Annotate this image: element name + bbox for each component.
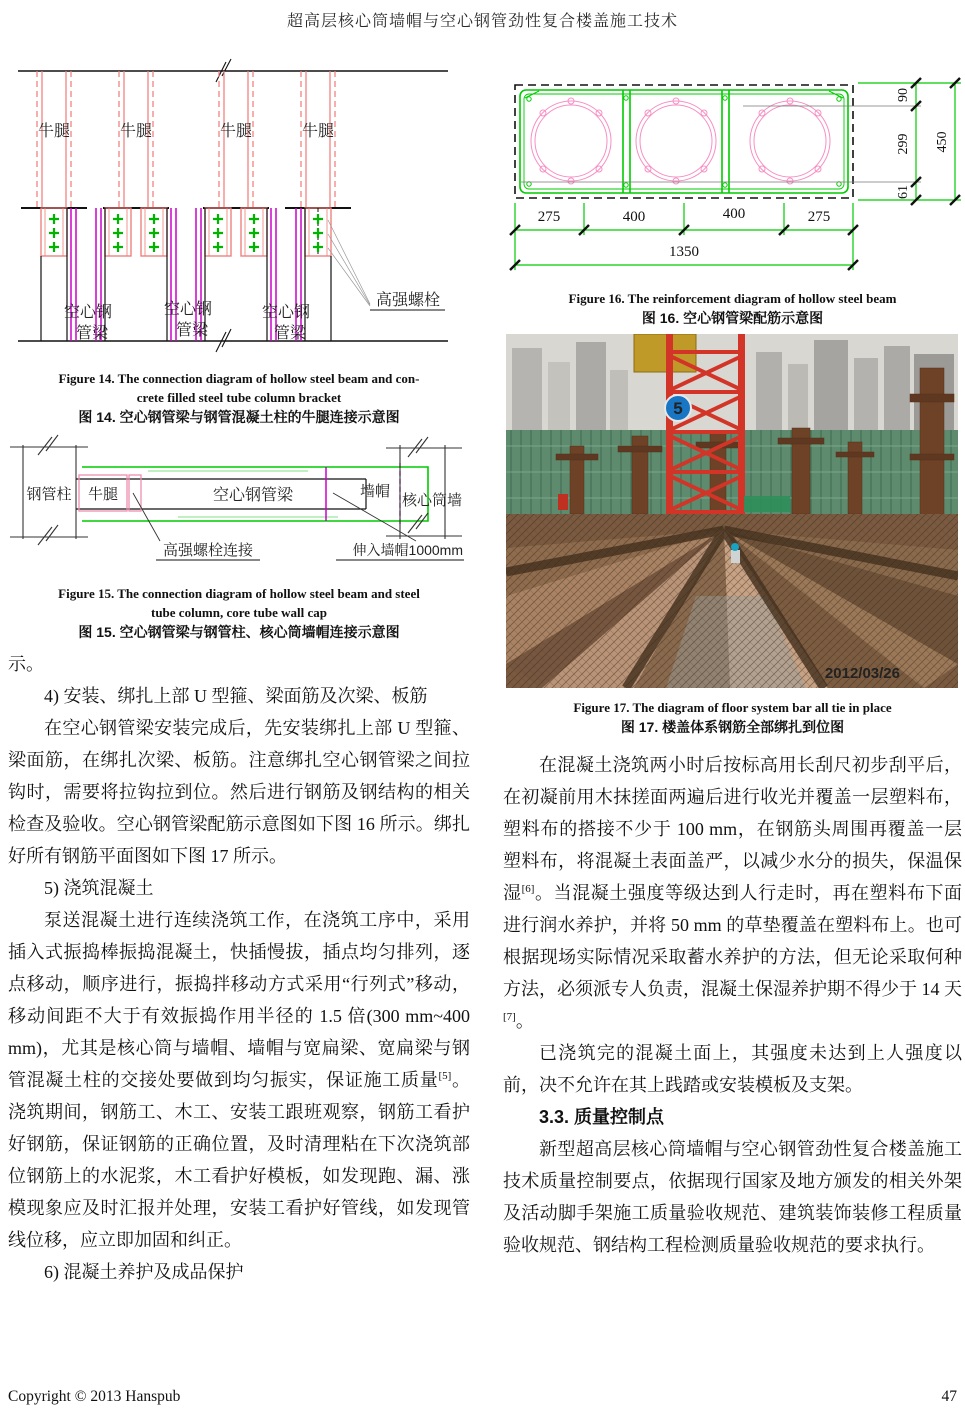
fig14-bracket-label-2: 牛腿	[119, 123, 153, 140]
fig14-pointer-lines	[328, 220, 370, 306]
photo-worker	[731, 543, 740, 563]
paragraph-protection: 已浇筑完的混凝土面上，其强度未达到上人强度以前，决不允许在其上践踏或安装模板及支架。	[503, 1043, 962, 1095]
footnote-ref-7: [7]	[503, 1011, 516, 1023]
figure15-caption-en2: tube column, core tube wall cap	[151, 605, 327, 620]
fig14-bracket-label-4: 牛腿	[301, 123, 335, 140]
fig16-dim-299: 299	[896, 133, 911, 155]
fig15-callout-bolt-label: 高强螺栓连接	[162, 542, 254, 559]
list-item-6: 6) 混凝土养护及成品保护	[44, 1262, 244, 1282]
photo-rebar-floor	[506, 514, 958, 688]
figure14-caption-en2: crete filled steel tube column bracket	[136, 390, 342, 405]
figure14-caption-en1: Figure 14. The connection diagram of hollow steel beam and con-	[58, 371, 420, 386]
footnote-ref-6: [6]	[521, 883, 535, 895]
section-heading-3-3: 3.3. 质量控制点	[539, 1107, 665, 1127]
paragraph-segment: 。	[515, 1011, 534, 1031]
fig16-dim-275-left: 275	[537, 209, 561, 225]
fig15-core-wall	[386, 437, 462, 539]
fig16-reference-lines	[521, 106, 921, 182]
paragraph-rebar-tying: 在空心钢管梁安装完成后，先安装绑扎上部 U 型箍、梁面筋，在绑扎次梁、板筋。注意绑扎空心钢管梁之间拉钩时，需要将拉钩拉到位。然后进行钢筋及钢结构的相关检查及验收。空心钢管梁配筋示意图如下图 16 所示。绑扎好所有钢筋平面图如下图 17 所示。	[8, 718, 470, 866]
figure17-caption-zh: 图 17. 楼盖体系钢筋全部绑扎到位图	[620, 719, 845, 735]
figure14-caption	[8, 369, 470, 427]
fig16-dim-400-right: 400	[722, 206, 746, 222]
fig15-beam-label: 空心钢管梁	[212, 487, 294, 504]
paragraph-continuation: 示。	[8, 654, 44, 674]
paragraph-quality-control: 新型超高层核心筒墙帽与空心钢管劲性复合楼盖施工技术质量控制要点，依据现行国家及地方颁发的相关外架及活动脚手架施工质量验收规范、建筑装饰装修工程质量验收规范、钢结构工程检测质量验收规范的要求执行。	[503, 1139, 962, 1255]
fig14-bolt-boxes	[41, 208, 331, 256]
fig16-hollow-tubes	[531, 98, 830, 184]
photo-crane-sign-number: 5	[673, 399, 683, 418]
page-footer	[8, 1388, 957, 1406]
fig16-dim-400-left: 400	[622, 209, 646, 225]
fig14-beam-label-3b: 管梁	[273, 325, 307, 342]
fig15-bracket-label: 牛腿	[87, 486, 119, 503]
left-body-text	[8, 648, 470, 1288]
photo-green-fence	[744, 496, 790, 512]
fig16-dim-1350: 1350	[669, 244, 699, 260]
figure16-diagram	[503, 58, 962, 283]
photo-red-box	[558, 494, 568, 510]
figure15-caption	[8, 584, 470, 642]
fig14-bolts	[49, 214, 323, 252]
paragraph-segment: 在混凝土浇筑两小时后按标高用长刮尺初步刮平后，在初凝前用木抹搓面两遍后进行收光并覆盖一层塑料布，塑料布的搭接不少于 100 mm，在钢筋头周围再覆盖一层塑料布，将混凝土表面盖严，以减少水分的损失，保温保湿	[503, 755, 962, 903]
right-body-text	[503, 749, 962, 1261]
figure16-caption-en: Figure 16. The reinforcement diagram of hollow steel beam	[568, 291, 897, 306]
fig16-dim-450: 450	[935, 131, 950, 153]
photo-date-stamp: 2012/03/26	[824, 665, 900, 682]
copyright-text: Copyright © 2013 Hanspub	[8, 1388, 181, 1405]
figure15-caption-zh: 图 15. 空心钢管梁与钢管柱、核心筒墙帽连接示意图	[78, 624, 400, 640]
figure17-photo	[506, 334, 958, 688]
fig15-column-label: 钢管柱	[26, 486, 72, 503]
fig14-brackets	[37, 71, 335, 208]
fig16-dim-90: 90	[896, 88, 911, 102]
paragraph-segment: 泵送混凝土进行连续浇筑工作，在浇筑工序中，采用插入式振捣棒振捣混凝土，快插慢拔，插点均匀排列，逐点移动，顺序进行，振捣拌移动方式采用“行列式”移动，移动间距不大于有效振捣作用半径的 1.5 倍(300 mm~400 mm)，尤其是核心筒与墙帽、墙帽与宽扁梁、宽扁梁与钢管混凝土柱的交接处要做到均匀振实，保证施工质量	[8, 910, 470, 1090]
figure15-diagram	[8, 433, 466, 578]
figure17-caption-en: Figure 17. The diagram of floor system bar all tie in place	[573, 700, 892, 715]
fig14-beam-label-2b: 管梁	[175, 322, 209, 339]
list-item-5: 5) 浇筑混凝土	[44, 878, 154, 898]
fig14-bracket-label-1: 牛腿	[37, 123, 71, 140]
fig15-wallcap-label: 墙帽	[359, 483, 391, 500]
figure15-caption-en1: Figure 15. The connection diagram of hollow steel beam and steel	[58, 586, 420, 601]
fig14-beam-label-1b: 管梁	[75, 325, 109, 342]
paragraph-curing	[503, 749, 962, 1037]
photo-crane-sign	[665, 395, 691, 421]
figure16-caption-zh: 图 16. 空心钢管梁配筋示意图	[641, 310, 824, 326]
page-number: 47	[941, 1388, 957, 1405]
figure14-caption-zh: 图 14. 空心钢管梁与钢管混凝土柱的牛腿连接示意图	[78, 409, 400, 425]
fig16-dim-61: 61	[896, 185, 911, 199]
fig14-bracket-label-3: 牛腿	[219, 123, 253, 140]
paragraph-segment: 。浇筑期间，钢筋工、木工、安装工跟班观察，钢筋工看护好钢筋，保证钢筋的正确位置，及时清理粘在下次浇筑部位钢筋上的水泥浆，木工看护好模板，如发现跑、漏、涨模现象应及时汇报并处理，安装工看护好管线，如发现管线位移，应立即加固和纠正。	[8, 1070, 471, 1250]
fig15-corewall-label: 核心筒墙	[401, 492, 463, 509]
figure16-caption	[503, 289, 962, 328]
page-title: 超高层核心筒墙帽与空心钢管劲性复合楼盖施工技术	[286, 13, 678, 30]
fig14-beam-label-2a: 空心钢	[163, 301, 213, 318]
list-item-4: 4) 安装、绑扎上部 U 型箍、梁面筋及次梁、板筋	[44, 686, 428, 706]
figure14-diagram	[8, 58, 466, 363]
column-right	[503, 58, 962, 1261]
fig15-callout-embed-label: 伸入墙帽1000mm	[352, 542, 463, 558]
fig14-beam-label-1a: 空心钢	[63, 304, 113, 321]
fig14-bolt-label: 高强螺栓	[375, 292, 441, 309]
fig16-dim-275-right: 275	[807, 209, 831, 225]
footnote-ref-5: [5]	[438, 1070, 452, 1082]
paragraph-segment: 。当混凝土强度等级达到人行走时，再在塑料布下面进行润水养护，并将 50 mm 的草垫覆盖在塑料布上。也可根据现场实际情况采取蓄水养护的方法，但无论采取何种方法，必须派专人负责，混凝土保湿养护期不得少于 14 天	[503, 883, 963, 999]
column-left	[8, 58, 470, 1288]
fig14-beam-label-3a: 空心钢	[261, 304, 311, 321]
paragraph-concrete-pouring	[8, 904, 470, 1256]
figure17-caption	[503, 698, 962, 737]
